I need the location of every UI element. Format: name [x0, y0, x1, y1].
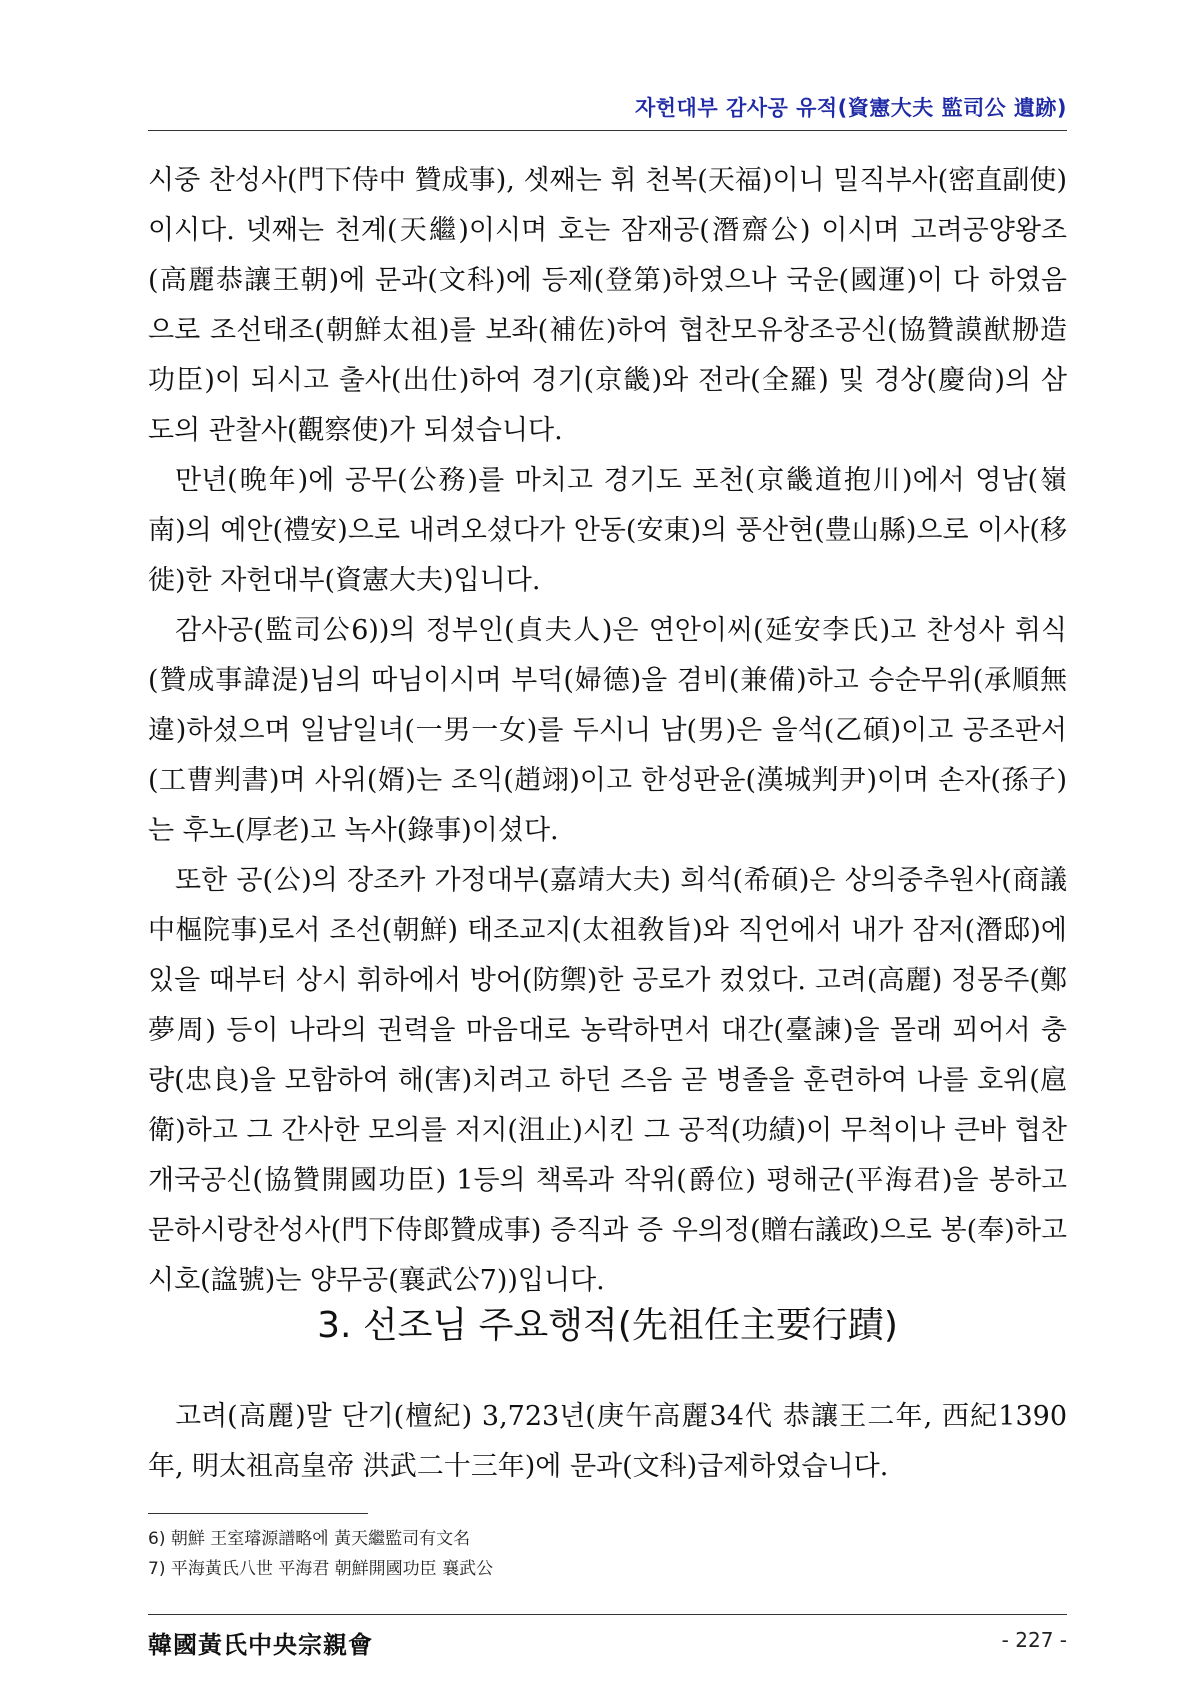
- page-number: - 227 -: [1001, 1628, 1067, 1652]
- body-paragraph: 시중 찬성사(門下侍中 贊成事), 셋째는 휘 천복(天福)이니 밀직부사(密直副使)이시다. 넷째는 천계(天繼)이시며 호는 잠재공(潛齋公) 이시며 고려공양왕조(高麗恭讓王朝)에 문과(文科)에 등제(登第)하였으나 국운(國運)이 다 하였음으로 조선태조(朝鮮太祖)를 보좌(補佐)하여 협찬모유창조공신(協贊謨猷刱造功臣)이 되시고 출사(出仕)하여 경기(京畿)와 전라(全羅) 및 경상(慶尙)의 삼도의 관찰사(觀察使)가 되셨습니다.: [148, 165, 1067, 446]
- section-body: [148, 1392, 1067, 1492]
- body-paragraph: 만년(晩年)에 공무(公務)를 마치고 경기도 포천(京畿道抱川)에서 영남(嶺南)의 예안(禮安)으로 내려오셨다가 안동(安東)의 풍산현(豊山縣)으로 이사(移徙)한 자헌대부(資憲大夫)입니다.: [148, 465, 1067, 596]
- section-heading: 3. 선조님 주요행적(先祖任主要行蹟): [317, 1305, 898, 1346]
- footnote-rule: [148, 1513, 368, 1514]
- body-text: [148, 156, 1067, 1306]
- footnote: 7) 平海黃氏八世 平海君 朝鮮開國功臣 襄武公: [148, 1559, 494, 1579]
- body-paragraph: 감사공(監司公6))의 정부인(貞夫人)은 연안이씨(延安李氏)고 찬성사 휘식(贊成事諱湜)님의 따님이시며 부덕(婦德)을 겸비(兼備)하고 승순무위(承順無違)하셨으며 일남일녀(一男一女)를 두시니 남(男)은 을석(乙碩)이고 공조판서(工曹判書)며 사위(婿)는 조익(趙翊)이고 한성판윤(漢城判尹)이며 손자(孫子)는 후노(厚老)고 녹사(錄事)이셨다.: [148, 615, 1067, 846]
- header-rule: [148, 130, 1067, 131]
- footer-rule: [148, 1614, 1067, 1615]
- footnote: 6) 朝鮮 王室璿源譜略에 黃天繼監司有文名: [148, 1529, 471, 1549]
- body-paragraph: 또한 공(公)의 장조카 가정대부(嘉靖大夫) 희석(希碩)은 상의중추원사(商議中樞院事)로서 조선(朝鮮) 태조교지(太祖敎旨)와 직언에서 내가 잠저(潛邸)에 있을 때부터 상시 휘하에서 방어(防禦)한 공로가 컸었다. 고려(高麗) 정몽주(鄭夢周) 등이 나라의 권력을 마음대로 농락하면서 대간(臺諫)을 몰래 꾀어서 충량(忠良)을 모함하여 해(害)치려고 하던 즈음 곧 병졸을 훈련하여 나를 호위(扈衛)하고 그 간사한 모의를 저지(沮止)시킨 그 공적(功績)이 무척이나 큰바 협찬개국공신(協贊開國功臣) 1등의 책록과 작위(爵位) 평해군(平海君)을 봉하고 문하시랑찬성사(門下侍郞贊成事) 증직과 증 우의정(贈右議政)으로 봉(奉)하고 시호(諡號)는 양무공(襄武公7))입니다.: [148, 865, 1067, 1296]
- section-paragraph: 고려(高麗)말 단기(檀紀) 3,723년(庚午高麗34代 恭讓王二年, 西紀1390年, 明太祖高皇帝 洪武二十三年)에 문과(文科)급제하였습니다.: [148, 1401, 1067, 1482]
- running-header: 자헌대부 감사공 유적(資憲大夫 監司公 遺跡): [634, 96, 1067, 120]
- footnotes: [148, 1524, 493, 1584]
- footer-organization: 韓國黃氏中央宗親會: [148, 1630, 373, 1659]
